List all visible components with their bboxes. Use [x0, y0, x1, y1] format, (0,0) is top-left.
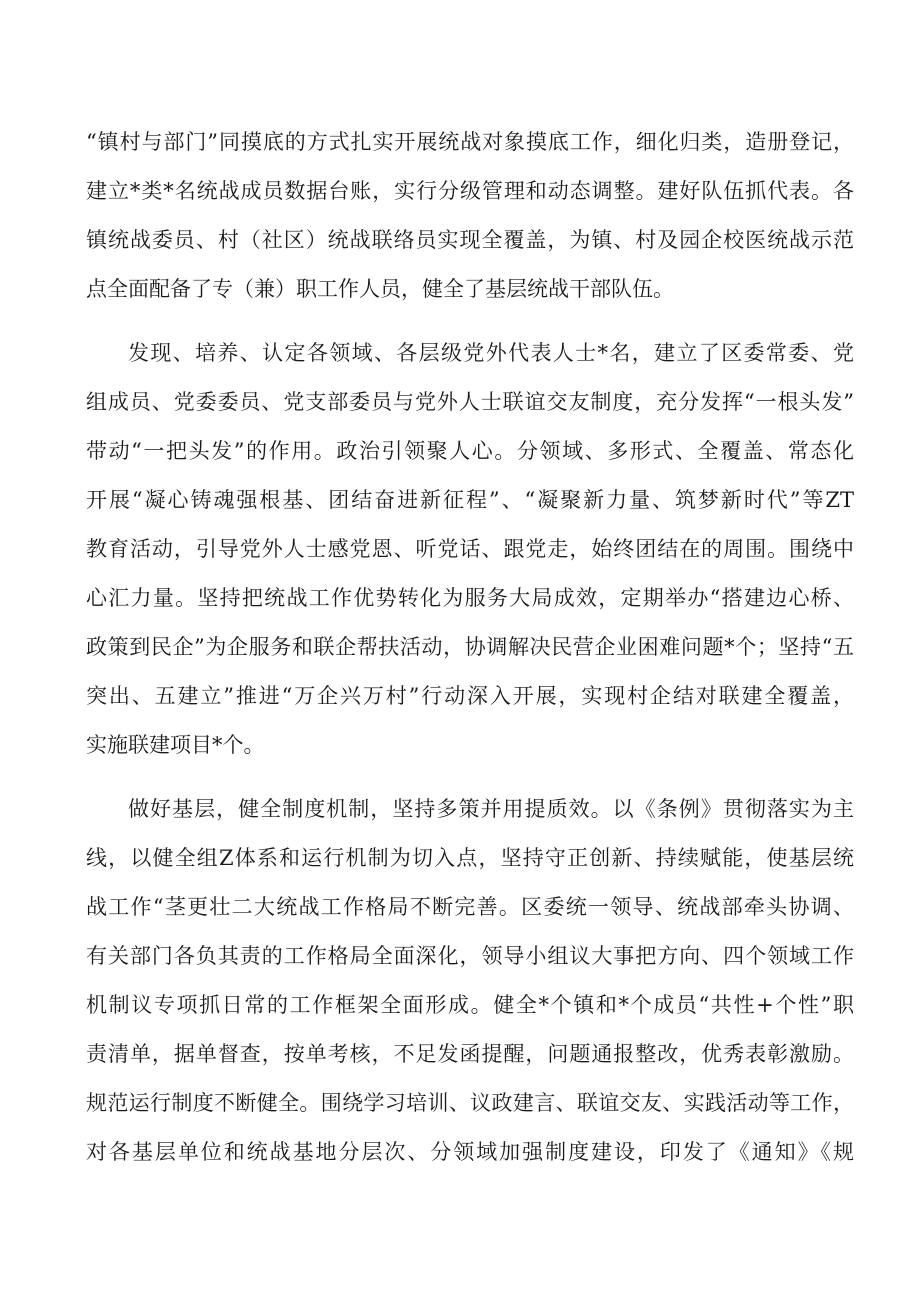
paragraph-spacing	[86, 314, 854, 329]
paragraph-3	[86, 785, 854, 1177]
text-line: 做好基层，健全制度机制，坚持多策并用提质效。以《条例》贯彻落实为主	[128, 797, 854, 821]
text-line: 组成员、党委委员、党支部委员与党外人士联谊交友制度，充分发挥“一根头发”	[86, 390, 854, 414]
text-line: 实施联建项目*个。	[86, 733, 265, 757]
text-line: 线，以健全组Z体系和运行机制为切入点，坚持守正创新、持续赋能，使基层统	[86, 846, 854, 870]
document-body	[86, 118, 854, 1177]
text-line: 教育活动，引导党外人士感党恩、听党话、跟党走，始终团结在的周围。围绕中	[86, 537, 854, 561]
text-line: 对各基层单位和统战基地分层次、分领域加强制度建设，印发了《通知》《规	[86, 1140, 854, 1164]
text-line: 责清单，据单督查，按单考核，不足发函提醒，问题通报整改，优秀表彰激励。	[86, 1042, 854, 1066]
paragraph-2	[86, 329, 854, 770]
text-line: 机制议专项抓日常的工作框架全面形成。健全*个镇和*个成员“共性+个性”职	[86, 993, 854, 1017]
paragraph-spacing	[86, 770, 854, 785]
paragraph-1	[86, 118, 854, 314]
text-line: 带动“一把头发”的作用。政治引领聚人心。分领域、多形式、全覆盖、常态化	[86, 439, 854, 463]
text-line: 发现、培养、认定各领域、各层级党外代表人士*名，建立了区委常委、党	[128, 341, 854, 365]
text-line: 建立*类*名统战成员数据台账，实行分级管理和动态调整。建好队伍抓代表。各	[86, 179, 854, 203]
text-line: 镇统战委员、村（社区）统战联络员实现全覆盖，为镇、村及园企校医统战示范	[86, 228, 854, 252]
text-line: 开展“凝心铸魂强根基、团结奋进新征程”、“凝聚新力量、筑梦新时代”等ZT	[86, 488, 854, 512]
text-line: 心汇力量。坚持把统战工作优势转化为服务大局成效，定期举办“搭建边心桥、	[86, 586, 854, 610]
text-line: “镇村与部门”同摸底的方式扎实开展统战对象摸底工作，细化归类，造册登记，	[86, 130, 854, 154]
text-line: 战工作“茎更壮二大统战工作格局不断完善。区委统一领导、统战部牵头协调、	[86, 895, 854, 919]
text-line: 突出、五建立”推进“万企兴万村”行动深入开展，实现村企结对联建全覆盖，	[86, 684, 854, 708]
text-line: 规范运行制度不断健全。围绕学习培训、议政建言、联谊交友、实践活动等工作，	[86, 1091, 854, 1115]
text-line: 点全面配备了专（兼）职工作人员，健全了基层统战干部队伍。	[86, 277, 674, 301]
text-line: 有关部门各负其责的工作格局全面深化，领导小组议大事把方向、四个领域工作	[86, 944, 854, 968]
text-line: 政策到民企”为企服务和联企帮扶活动，协调解决民营企业困难问题*个；坚持“五	[86, 635, 854, 659]
